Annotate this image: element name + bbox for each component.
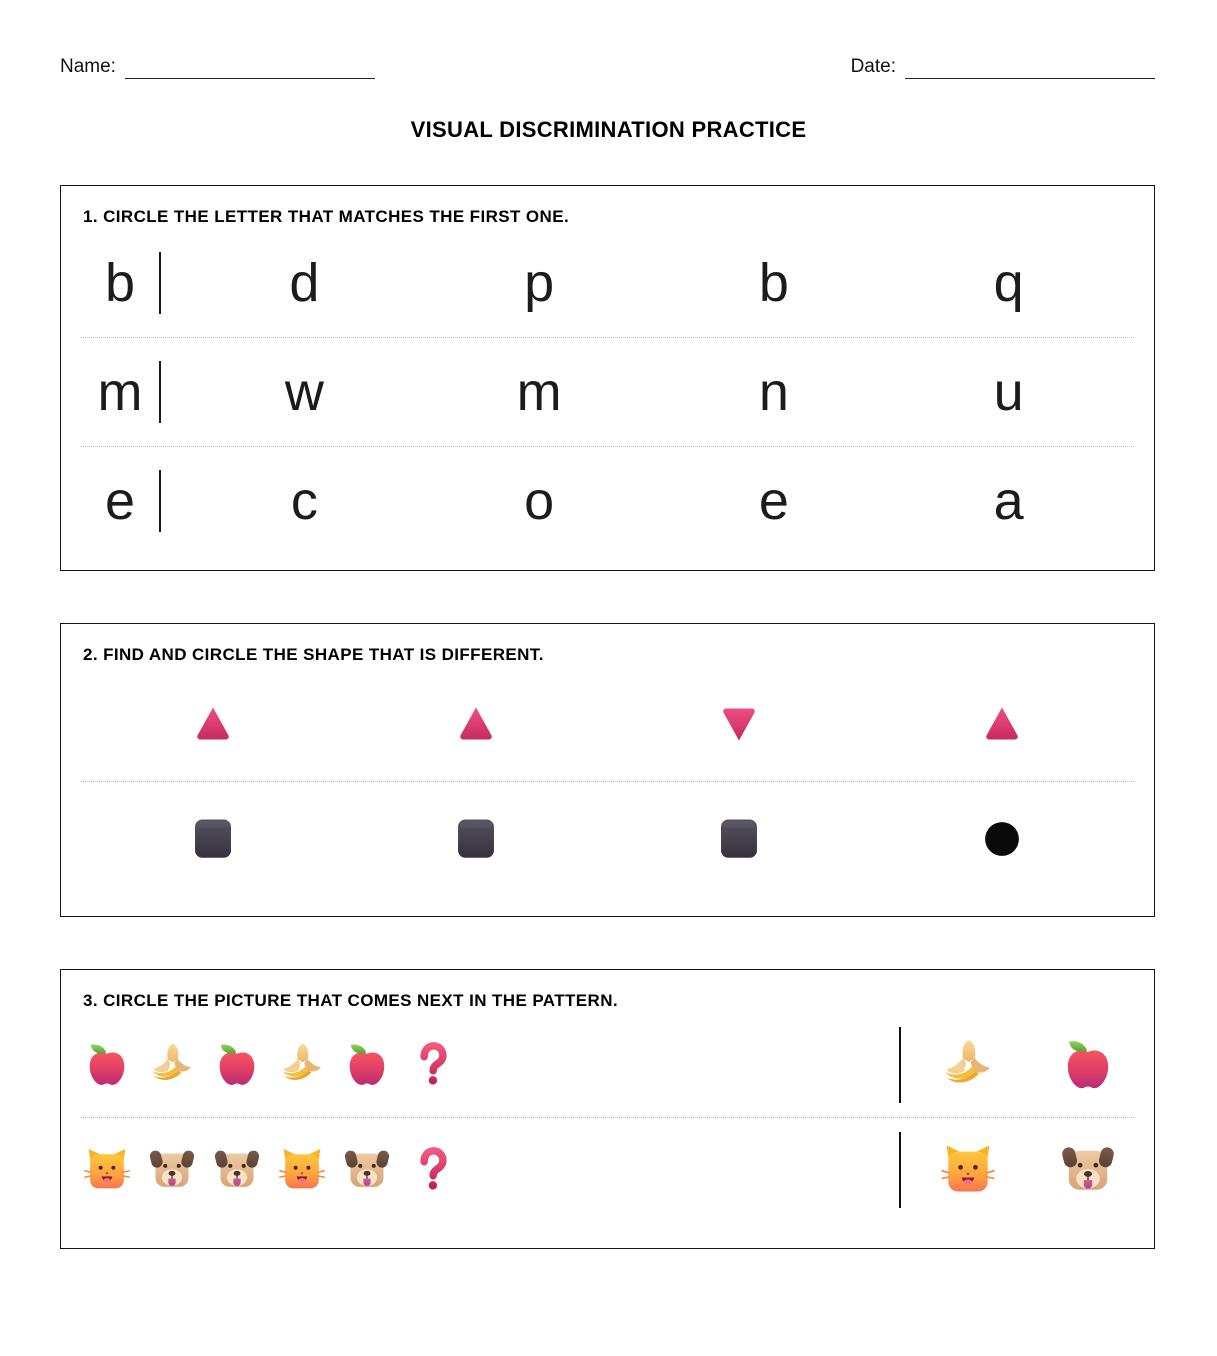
section-letters-heading: 1. CIRCLE THE LETTER THAT MATCHES THE FIRST ONE. — [83, 207, 570, 226]
cat-icon — [278, 1146, 326, 1194]
apple-icon — [343, 1041, 391, 1089]
circle-icon[interactable] — [979, 816, 1025, 862]
apple-icon[interactable] — [1060, 1037, 1116, 1093]
question-icon — [408, 1146, 456, 1194]
letter-option[interactable]: u — [993, 362, 1024, 422]
banana-icon[interactable] — [940, 1037, 996, 1093]
dog-icon — [343, 1146, 391, 1194]
pattern-sequence — [81, 1041, 456, 1089]
letter-options — [161, 362, 1134, 422]
square-icon[interactable] — [451, 814, 501, 864]
pattern-row — [81, 1013, 1134, 1117]
page-title: VISUAL DISCRIMINATION PRACTICE — [410, 117, 807, 142]
letter-option[interactable]: q — [993, 253, 1024, 313]
letter-options — [161, 471, 1134, 531]
dog-icon[interactable] — [1060, 1142, 1116, 1198]
letter-option[interactable]: p — [524, 253, 555, 313]
shape-row — [81, 781, 1134, 896]
letter-option[interactable]: b — [758, 253, 789, 313]
shape-row — [81, 667, 1134, 781]
section-letters — [60, 185, 1155, 571]
apple-icon — [213, 1041, 261, 1089]
triangle-up-icon[interactable] — [191, 702, 235, 746]
square-icon[interactable] — [714, 814, 764, 864]
target-letter: m — [97, 362, 143, 422]
target-letter: e — [104, 471, 136, 531]
cat-icon[interactable] — [940, 1142, 996, 1198]
name-field — [60, 56, 375, 79]
letter-option[interactable]: w — [284, 362, 324, 422]
cat-icon — [83, 1146, 131, 1194]
target-letter: b — [104, 253, 136, 313]
section-shapes-heading: 2. FIND AND CIRCLE THE SHAPE THAT IS DIFFERENT. — [83, 645, 544, 664]
square-icon[interactable] — [188, 814, 238, 864]
triangle-down-icon[interactable] — [717, 702, 761, 746]
letter-options — [161, 253, 1134, 313]
letter-option[interactable]: a — [993, 471, 1024, 531]
name-line[interactable] — [125, 56, 375, 79]
triangle-up-icon[interactable] — [454, 702, 498, 746]
header — [0, 0, 1217, 79]
letter-option[interactable]: c — [290, 471, 318, 531]
date-line[interactable] — [905, 56, 1155, 79]
pattern-row — [81, 1117, 1134, 1222]
pattern-options — [901, 1142, 1134, 1198]
date-label: Date: — [850, 56, 896, 77]
shape-rows — [81, 667, 1134, 896]
letter-option[interactable]: e — [758, 471, 789, 531]
apple-icon — [83, 1041, 131, 1089]
dog-icon — [148, 1146, 196, 1194]
letter-option[interactable]: d — [289, 253, 320, 313]
pattern-rows — [81, 1013, 1134, 1222]
letter-row — [81, 229, 1134, 337]
letter-rows — [81, 229, 1134, 555]
letter-option[interactable]: n — [758, 362, 789, 422]
section-patterns-heading: 3. CIRCLE THE PICTURE THAT COMES NEXT IN THE PATTERN. — [83, 991, 618, 1010]
letter-option[interactable]: m — [516, 362, 562, 422]
letter-option[interactable]: o — [524, 471, 555, 531]
question-icon — [408, 1041, 456, 1089]
pattern-options — [901, 1037, 1134, 1093]
name-label: Name: — [60, 56, 116, 77]
dog-icon — [213, 1146, 261, 1194]
date-field — [851, 56, 1155, 79]
banana-icon — [148, 1041, 196, 1089]
pattern-sequence — [81, 1146, 456, 1194]
letter-row — [81, 446, 1134, 555]
triangle-up-icon[interactable] — [980, 702, 1024, 746]
banana-icon — [278, 1041, 326, 1089]
section-patterns — [60, 969, 1155, 1249]
letter-row — [81, 337, 1134, 446]
section-shapes — [60, 623, 1155, 917]
